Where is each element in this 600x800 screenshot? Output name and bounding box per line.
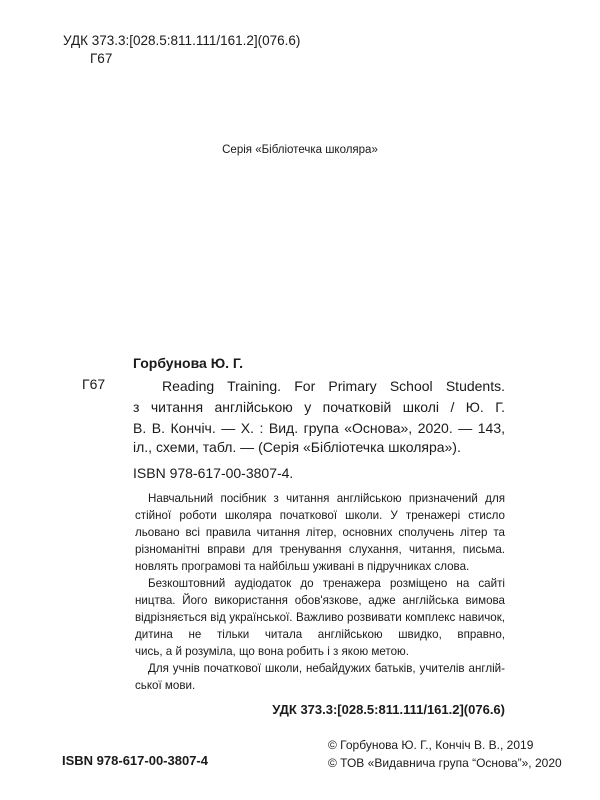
annotation-line: Навчальний посібник з читання англійською призначений для	[148, 492, 505, 505]
isbn-footer: ISBN 978-617-00-3807-4	[62, 753, 208, 768]
annotation-line: ництва. Його використання обов'язкове, адже англійська вимова	[135, 594, 505, 607]
udk-footer-line: УДК 373.3:[028.5:811.111/161.2](076.6)	[272, 702, 505, 717]
annotation-line: відрізняється від української. Важливо розвивати комплекс навичок,	[135, 611, 505, 624]
series-label: Серія «Бібліотечка школяра»	[222, 144, 378, 156]
udk-header: УДК 373.3:[028.5:811.111/161.2](076.6)	[63, 33, 301, 48]
book-code-header: Г67	[90, 51, 113, 66]
annotation-line: Для учнів початкової школи, небайдужих батьків, учителів англій-	[148, 662, 505, 675]
bibliographic-line: Reading Training. For Primary School Students.	[162, 378, 505, 394]
annotation-line: стійної роботи школяра початкової школи. У тренажері стисло	[135, 509, 505, 522]
annotation-line: ської мови.	[135, 679, 196, 692]
isbn-line: ISBN 978-617-00-3807-4.	[133, 465, 294, 481]
author-name: Горбунова Ю. Г.	[133, 355, 243, 371]
annotation-line: різноманітні вправи для тренування слухання, читання, письма.	[135, 543, 505, 556]
bibliographic-line: В. В. Кончіч. — Х. : Вид. група «Основа», 2020. — 143,	[133, 420, 505, 436]
annotation-line: новлять програмові та найбільш уживані в підручниках слова.	[135, 560, 470, 573]
copyright-publisher: © ТОВ «Видавнича група “Основа”», 2020	[328, 756, 562, 770]
copyright-authors: © Горбунова Ю. Г., Кончіч В. В., 2019	[328, 738, 534, 752]
bibliographic-line: іл., схеми, табл. — (Серія «Бібліотечка школяра»).	[133, 439, 461, 455]
annotation-line: чись, а й розуміла, що вона робить і з якою метою.	[135, 645, 409, 658]
annotation-line: льовано всі правила читання літер, основних сполучень літер та	[135, 526, 505, 539]
bibliographic-line: з читання англійською у початковій школі / Ю. Г.	[133, 399, 505, 415]
annotation-line: дитина не тільки читала англійською швидко, вправно,	[135, 628, 505, 641]
annotation-line: Безкоштовний аудіодаток до тренажера розміщено на сайті	[148, 577, 505, 590]
book-code: Г67	[82, 376, 106, 392]
